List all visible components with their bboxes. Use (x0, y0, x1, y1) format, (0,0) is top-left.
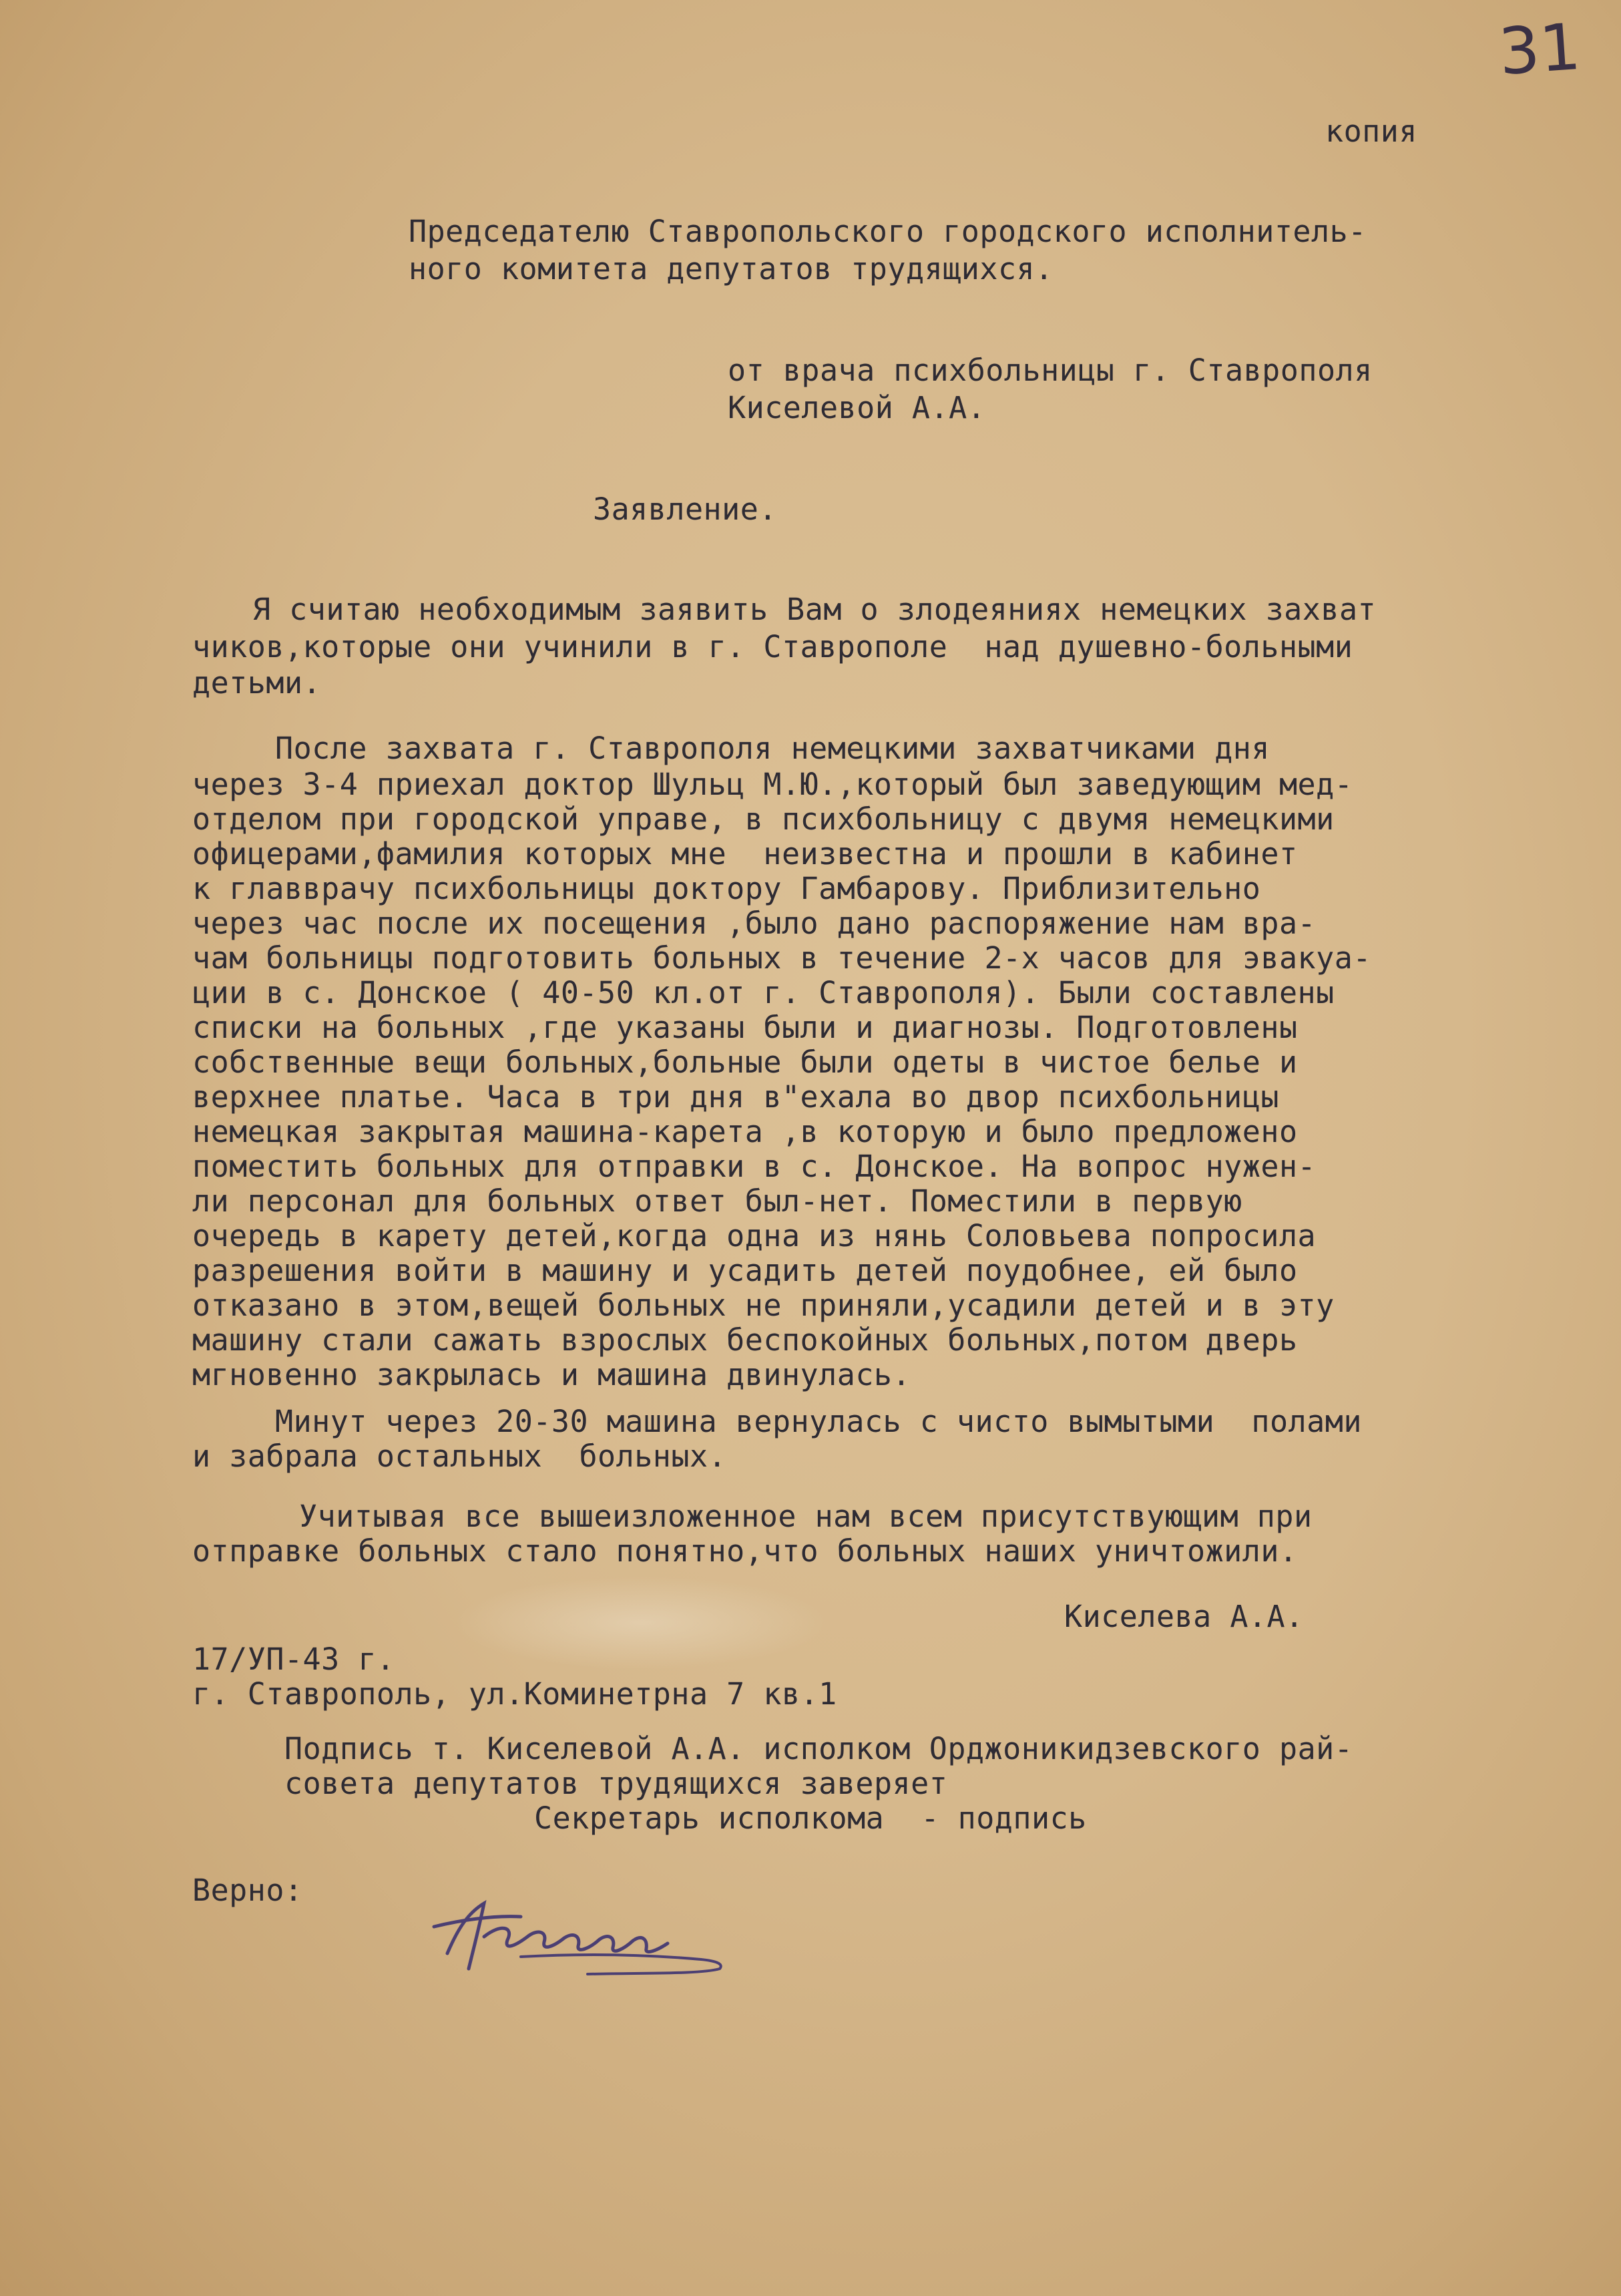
paragraph2-line-3: отделом при городской управе, в психбольницу с двумя немецкими (192, 801, 1335, 837)
document-title: Заявление. (593, 492, 777, 527)
signer-address: г. Ставрополь, ул.Коминетрна 7 кв.1 (192, 1676, 837, 1712)
addressee-line-2: ного комитета депутатов трудящихся. (409, 251, 1054, 286)
sender-line-1: от врача психбольницы г. Ставрополя (728, 353, 1373, 388)
paragraph1-line-3: детьми. (192, 665, 322, 701)
verified-label: Верно: (192, 1873, 303, 1908)
paragraph2-line-16: разрешения войти в машину и усадить детей поудобнее, ей было (192, 1253, 1298, 1288)
page-number: 31 (1496, 9, 1583, 90)
sender-line-2: Киселевой А.А. (728, 390, 986, 425)
document-date: 17/УП-43 г. (192, 1642, 395, 1677)
copy-mark: копия (1325, 114, 1417, 149)
paragraph2-line-14: ли персонал для больных ответ был-нет. Поместили в первую (192, 1183, 1242, 1219)
paragraph2-line-17: отказано в этом,вещей больных не приняли,усадили детей и в эту (192, 1288, 1335, 1323)
paragraph2-line-18: машину стали сажать взрослых беспокойных больных,потом дверь (192, 1322, 1298, 1358)
paragraph3-line-1: Минут через 20-30 машина вернулась с чисто вымытыми полами (275, 1404, 1362, 1439)
paragraph2-line-12: немецкая закрытая машина-карета ,в которую и было предложено (192, 1114, 1298, 1149)
signer-name: Киселева А.А. (1064, 1599, 1304, 1634)
paragraph3-line-2: и забрала остальных больных. (192, 1439, 727, 1474)
paragraph2-line-4: офицерами,фамилия которых мне неизвестна и прошли в кабинет (192, 836, 1298, 872)
certification-line-3: Секретарь исполкома - подпись (534, 1800, 1087, 1836)
paragraph2-line-9: списки на больных ,где указаны были и диагнозы. Подготовлены (192, 1010, 1298, 1045)
paragraph1-line-2: чиков,которые они учинили в г. Ставрополе над душевно-больными (192, 629, 1353, 664)
paragraph2-line-1: После захвата г. Ставрополя немецкими захватчиками дня (275, 731, 1270, 766)
certification-line-1: Подпись т. Киселевой А.А. исполком Орджоникидзевского рай- (284, 1731, 1353, 1766)
paragraph2-line-7: чам больницы подготовить больных в течение 2-х часов для эвакуа- (192, 940, 1371, 976)
handwritten-signature (421, 1890, 768, 1990)
paragraph2-line-10: собственные вещи больных,больные были одеты в чистое белье и (192, 1044, 1298, 1080)
paragraph2-line-13: поместить больных для отправки в с. Донское. На вопрос нужен- (192, 1149, 1317, 1184)
paragraph2-line-6: через час после их посещения ,было дано распоряжение нам вра- (192, 906, 1317, 941)
paper-smudge (454, 1576, 828, 1670)
certification-line-2: совета депутатов трудящихся заверяет (284, 1766, 948, 1801)
paragraph2-line-19: мгновенно закрылась и машина двинулась. (192, 1357, 911, 1392)
paragraph2-line-15: очередь в карету детей,когда одна из нянь Соловьева попросила (192, 1218, 1317, 1254)
paragraph2-line-2: через 3-4 приехал доктор Шульц М.Ю.,который был заведующим мед- (192, 767, 1353, 802)
paragraph2-line-5: к главврачу психбольницы доктору Гамбарову. Приблизительно (192, 871, 1261, 906)
paragraph1-line-1: Я считаю необходимым заявить Вам о злодеяниях немецких захват (252, 592, 1377, 627)
paragraph2-line-8: ции в с. Донское ( 40-50 кл.от г. Ставрополя). Были составлены (192, 975, 1335, 1010)
paragraph4-line-1: Учитывая все вышеизложенное нам всем присутствующим при (299, 1499, 1313, 1534)
paragraph2-line-11: верхнее платье. Часа в три дня в"ехала во двор психбольницы (192, 1079, 1279, 1115)
paragraph4-line-2: отправке больных стало понятно,что больных наших уничтожили. (192, 1533, 1298, 1569)
addressee-line-1: Председателю Ставропольского городского исполнитель- (409, 214, 1367, 249)
